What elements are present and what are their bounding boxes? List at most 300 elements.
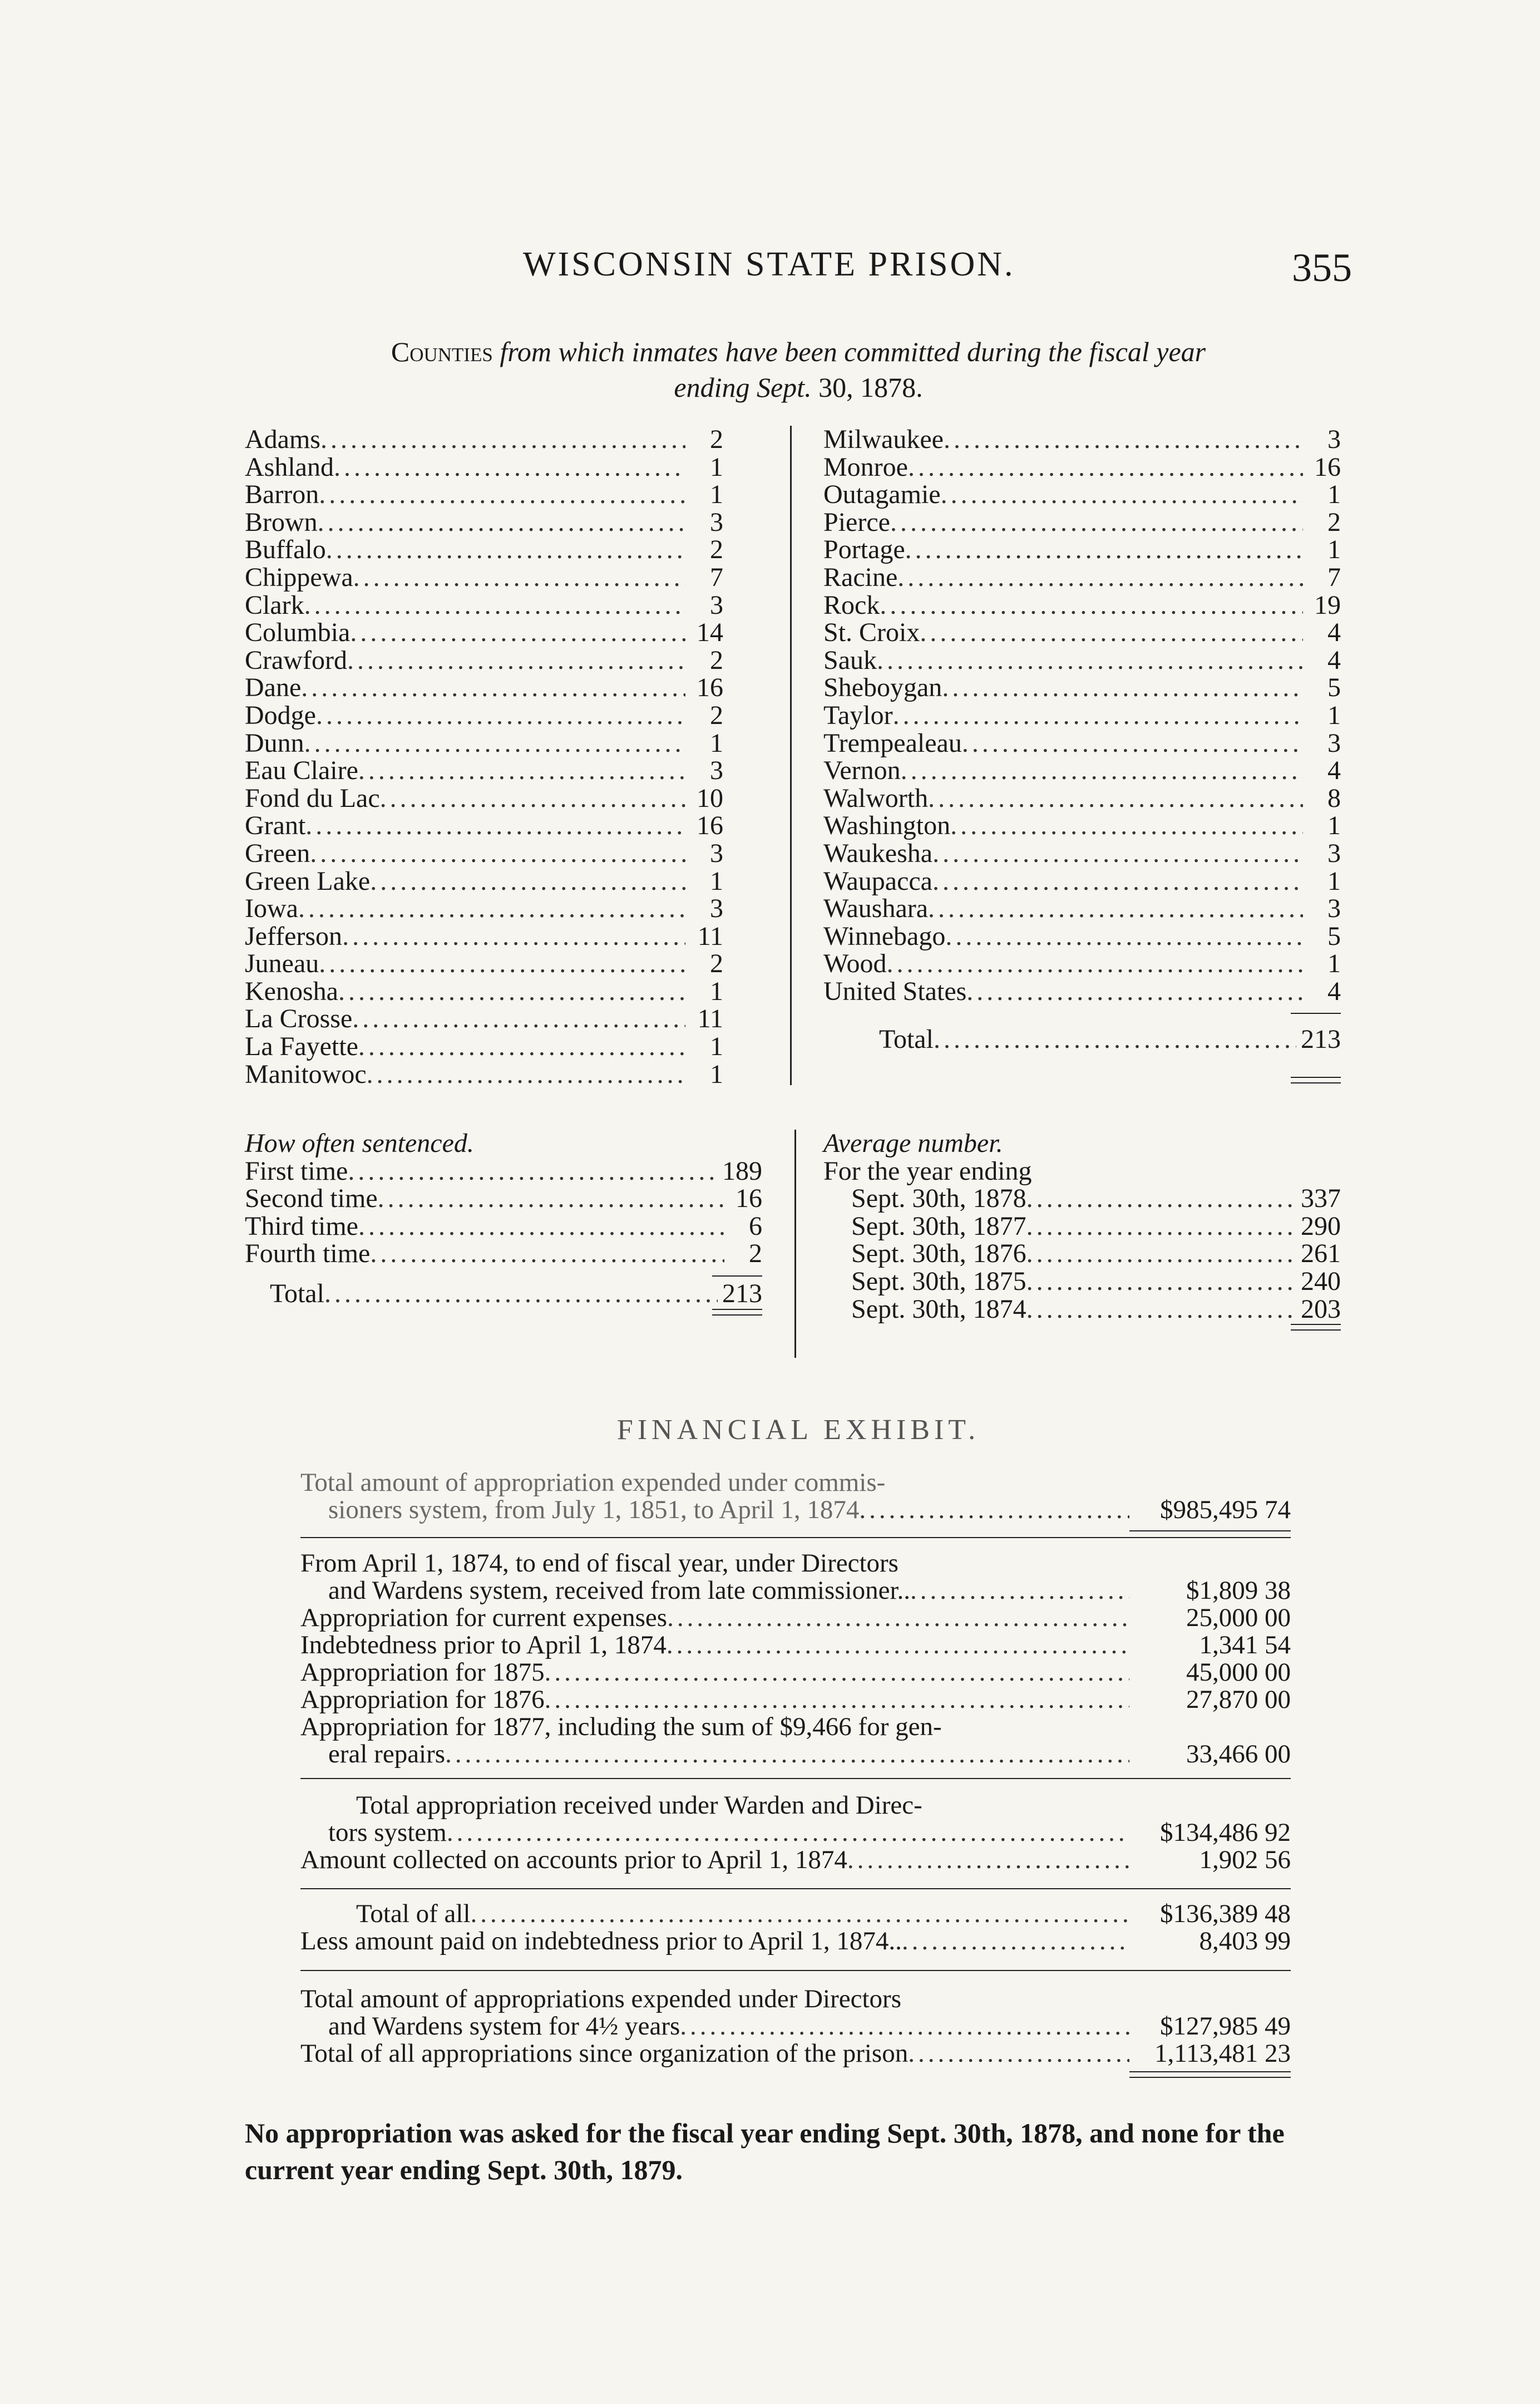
- county-count: 2: [710, 700, 723, 730]
- financial-item-row: [300, 1577, 1291, 1604]
- county-count: 4: [1327, 976, 1341, 1006]
- county-count: 2: [710, 425, 723, 454]
- sentenced-total-count: 213: [722, 1278, 762, 1308]
- county-count: 3: [1327, 728, 1341, 758]
- leader-dots: [334, 454, 685, 481]
- leader-dots: [370, 1240, 724, 1268]
- leader-dots: [545, 1686, 1129, 1713]
- counties-total-row-wrap: [879, 1026, 1341, 1053]
- counties-total-count: 213: [1301, 1024, 1341, 1054]
- table-row: [245, 895, 723, 923]
- leader-dots: [934, 1026, 1296, 1053]
- leader-dots: [942, 674, 1303, 702]
- leader-dots: [342, 923, 685, 950]
- leader-dots: [908, 454, 1303, 481]
- county-name: Dodge: [245, 700, 316, 730]
- county-name: Buffalo: [245, 535, 326, 565]
- section-rule: [300, 1970, 1291, 1971]
- county-count: 2: [710, 645, 723, 675]
- counties-total-label: Total: [879, 1024, 934, 1054]
- county-count: 2: [1327, 507, 1341, 537]
- leader-dots: [324, 1280, 718, 1308]
- leader-dots: [447, 1819, 1129, 1846]
- county-count: 1: [1327, 866, 1341, 896]
- county-count: 16: [697, 811, 723, 841]
- county-count: 1: [710, 976, 723, 1006]
- table-row: [245, 536, 723, 564]
- county-name: Sauk: [823, 645, 877, 675]
- section-rule: [300, 1537, 1291, 1538]
- county-name: Eau Claire: [245, 756, 358, 786]
- leader-dots: [1026, 1295, 1296, 1323]
- leader-dots: [1026, 1213, 1296, 1240]
- county-name: Wood: [823, 949, 887, 979]
- leader-dots: [859, 1496, 1129, 1524]
- grand-total-amount: 1,113,481 23: [1154, 2039, 1291, 2068]
- total-all-row: Total of all ..... $136,389 48: [300, 1900, 1291, 1928]
- table-row: [823, 978, 1341, 1006]
- leader-dots: [319, 950, 685, 978]
- table-row: [245, 1157, 762, 1185]
- leader-dots: [347, 647, 685, 674]
- county-name: Walworth: [823, 783, 929, 813]
- leader-dots: [920, 619, 1303, 647]
- table-row: [823, 868, 1341, 895]
- county-count: 19: [1314, 590, 1341, 620]
- table-row: [245, 426, 723, 454]
- financial-item-row: [300, 1686, 1291, 1713]
- expended-line2: and Wardens system for 4½ years ..... $127,985 49: [300, 2013, 1291, 2040]
- financial-commission-block: [300, 1469, 1291, 1524]
- caption-line1: from which inmates have been committed during the fiscal year: [500, 336, 1206, 367]
- leader-dots: [945, 923, 1303, 950]
- counties-total-row: [879, 1026, 1341, 1053]
- county-name: Grant: [245, 811, 306, 841]
- table-row: [245, 868, 723, 895]
- table-row: [245, 950, 723, 978]
- county-name: Dunn: [245, 728, 304, 758]
- table-row: [245, 702, 723, 730]
- leader-dots: [902, 1928, 1129, 1955]
- average-double-rule: [1291, 1329, 1341, 1331]
- average-count: 261: [1301, 1239, 1341, 1269]
- financial-item-amount: $1,809 38: [1186, 1576, 1291, 1605]
- average-label: Sept. 30th, 1875: [851, 1266, 1026, 1296]
- leader-dots: [358, 757, 685, 785]
- sentenced-label: Second time: [245, 1184, 378, 1214]
- table-row: [851, 1240, 1341, 1268]
- item-1877-line1: Appropriation for 1877, including the sum of $9,466 for gen-: [300, 1712, 942, 1741]
- average-label: Sept. 30th, 1878: [851, 1184, 1026, 1214]
- sentenced-label: Third time: [245, 1211, 358, 1241]
- county-count: 2: [710, 949, 723, 979]
- leader-dots: [950, 812, 1303, 840]
- less-amount: 8,403 99: [1199, 1927, 1291, 1955]
- county-name: Milwaukee: [823, 425, 944, 454]
- county-name: Portage: [823, 535, 905, 565]
- table-row: [823, 454, 1341, 481]
- average-double-rule: [1291, 1324, 1341, 1325]
- leader-dots: [941, 481, 1303, 509]
- leader-dots: [350, 619, 685, 647]
- section-rule: [300, 1888, 1291, 1889]
- table-row: [245, 564, 723, 592]
- leader-dots: [880, 592, 1303, 619]
- leader-dots: [380, 785, 685, 812]
- leader-dots: [326, 536, 685, 564]
- county-name: Winnebago: [823, 921, 946, 951]
- county-name: Green Lake: [245, 866, 371, 896]
- leader-dots: [318, 509, 685, 536]
- sentenced-total-row: [245, 1280, 762, 1308]
- item-1877-line2: eral repairs ..... 33,466 00: [300, 1741, 1291, 1768]
- county-count: 3: [710, 507, 723, 537]
- total-received-line2: tors system ..... $134,486 92: [300, 1819, 1291, 1846]
- leader-dots: [1026, 1240, 1296, 1268]
- financial-item-row: [300, 1604, 1291, 1632]
- county-count: 5: [1327, 673, 1341, 703]
- table-row: [245, 978, 723, 1006]
- leader-dots: [320, 426, 685, 454]
- county-name: Vernon: [823, 756, 901, 786]
- counties-left-column: [245, 426, 723, 1088]
- table-row: [851, 1213, 1341, 1240]
- leader-dots: [545, 1659, 1129, 1686]
- sentenced-count: 16: [736, 1184, 762, 1214]
- county-count: 7: [1327, 562, 1341, 592]
- leader-dots: [667, 1604, 1129, 1632]
- table-row: [245, 812, 723, 840]
- table-row: [245, 481, 723, 509]
- sentenced-total-double-rule: [712, 1314, 762, 1316]
- financial-directors-block: [300, 1550, 1291, 1768]
- county-count: 1: [710, 1059, 723, 1089]
- table-row: [245, 1061, 723, 1088]
- table-row: [245, 785, 723, 812]
- county-name: Iowa: [245, 894, 298, 924]
- table-row: [823, 840, 1341, 868]
- county-count: 16: [1314, 452, 1341, 482]
- average-count: 203: [1301, 1294, 1341, 1324]
- county-count: 1: [710, 866, 723, 896]
- financial-expended-block: [300, 1986, 1291, 2067]
- county-name: Barron: [245, 480, 319, 510]
- leader-dots: [847, 1846, 1129, 1874]
- page-header: [245, 245, 1352, 295]
- total-received-line1: Total appropriation received under Warden and Direc-: [356, 1791, 922, 1820]
- average-label: Sept. 30th, 1874: [851, 1294, 1026, 1324]
- table-row: [245, 592, 723, 619]
- total-rule: [1291, 1013, 1341, 1014]
- county-name: Brown: [245, 507, 318, 537]
- leader-dots: [298, 895, 685, 923]
- table-row: [823, 812, 1341, 840]
- county-name: Jefferson: [245, 921, 343, 951]
- table-row: [245, 923, 723, 950]
- financial-item-row: [300, 1659, 1291, 1686]
- column-divider: [794, 1130, 796, 1358]
- county-name: Chippewa: [245, 562, 353, 592]
- county-name: Dane: [245, 673, 302, 703]
- caption-lead: Counties: [391, 336, 493, 367]
- county-count: 8: [1327, 783, 1341, 813]
- leader-dots: [928, 785, 1303, 812]
- leader-dots: [338, 978, 685, 1006]
- grand-total-row: Total of all appropriations since organization of the prison ..... 1,113,481 23: [300, 2040, 1291, 2067]
- county-count: 1: [710, 452, 723, 482]
- leader-dots: [301, 674, 685, 702]
- average-count: 337: [1301, 1184, 1341, 1214]
- sentenced-total-rule: [712, 1275, 762, 1277]
- table-row: [245, 757, 723, 785]
- leader-dots: [305, 812, 685, 840]
- table-row: [823, 674, 1341, 702]
- financial-item-label: Appropriation for current expenses: [300, 1603, 668, 1632]
- table-row: [245, 674, 723, 702]
- leader-dots: [348, 1157, 718, 1185]
- average-section: [823, 1130, 1341, 1331]
- less-row: Less amount paid on indebtedness prior to April 1, 1874.. ..... 8,403 99: [300, 1928, 1291, 1955]
- sentenced-count: 2: [749, 1239, 762, 1269]
- leader-dots: [928, 895, 1303, 923]
- table-row: [245, 1185, 762, 1213]
- county-count: 4: [1327, 756, 1341, 786]
- sentenced-total-double-rule: [712, 1309, 762, 1310]
- running-title: WISCONSIN STATE PRISON.: [523, 245, 1015, 283]
- sentenced-label: Fourth time: [245, 1239, 371, 1269]
- table-row: [823, 564, 1341, 592]
- leader-dots: [908, 2040, 1129, 2067]
- county-name: La Crosse: [245, 1004, 353, 1034]
- table-row: [245, 1005, 723, 1033]
- leader-dots: [304, 592, 685, 619]
- table-row: [823, 950, 1341, 978]
- leader-dots: [445, 1741, 1129, 1768]
- county-count: 1: [1327, 700, 1341, 730]
- table-row: [823, 702, 1341, 730]
- leader-dots: [319, 481, 685, 509]
- financial-item-label: Appropriation for 1875: [300, 1658, 545, 1687]
- table-row: [823, 592, 1341, 619]
- county-count: 3: [710, 838, 723, 868]
- financial-item-amount: 25,000 00: [1186, 1603, 1291, 1632]
- county-name: Clark: [245, 590, 304, 620]
- leader-dots: [932, 840, 1303, 868]
- leader-dots: [944, 426, 1303, 454]
- table-row: [245, 619, 723, 647]
- leader-dots: [304, 730, 685, 757]
- county-count: 4: [1327, 645, 1341, 675]
- county-name: Manitowoc: [245, 1059, 367, 1089]
- table-row: [823, 757, 1341, 785]
- amount-double-rule: [1129, 2077, 1291, 2078]
- total-double-rule: [1291, 1082, 1341, 1083]
- financial-item-label: and Wardens system, received from late commissioner..: [328, 1576, 911, 1605]
- county-name: Waushara: [823, 894, 929, 924]
- leader-dots: [893, 702, 1303, 730]
- leader-dots: [370, 868, 685, 895]
- caption-line2-a: ending Sept.: [674, 372, 812, 403]
- county-count: 1: [1327, 480, 1341, 510]
- financial-item-amount: 45,000 00: [1186, 1658, 1291, 1687]
- county-count: 3: [1327, 894, 1341, 924]
- sentenced-rows: [245, 1157, 762, 1268]
- table-row: [823, 923, 1341, 950]
- county-name: Trempealeau: [823, 728, 962, 758]
- leader-dots: [316, 702, 685, 730]
- table-row: [245, 647, 723, 674]
- county-name: La Fayette: [245, 1032, 358, 1062]
- amount-rule: [1129, 1530, 1291, 1531]
- average-intro: For the year ending: [823, 1156, 1032, 1186]
- amount-double-rule: [1129, 2071, 1291, 2072]
- average-rows: [823, 1185, 1341, 1323]
- table-row: [823, 481, 1341, 509]
- county-count: 16: [697, 673, 723, 703]
- financial-total-block: [300, 1900, 1291, 1955]
- leader-dots: [367, 1061, 685, 1088]
- county-count: 3: [1327, 838, 1341, 868]
- directors-intro: From April 1, 1874, to end of fiscal year, under Directors: [300, 1549, 899, 1578]
- commission-line1: Total amount of appropriation expended under commis-: [300, 1468, 886, 1497]
- leader-dots: [966, 978, 1303, 1006]
- financial-item-label: Appropriation for 1876: [300, 1685, 545, 1714]
- financial-item-label: Indebtedness prior to April 1, 1874: [300, 1630, 667, 1659]
- table-row: [823, 730, 1341, 757]
- table-row: [245, 730, 723, 757]
- county-count: 1: [1327, 535, 1341, 565]
- sentenced-section: [245, 1130, 762, 1316]
- leader-dots: [962, 730, 1303, 757]
- county-name: Green: [245, 838, 310, 868]
- county-count: 3: [710, 894, 723, 924]
- average-label: Sept. 30th, 1877: [851, 1211, 1026, 1241]
- county-name: United States: [823, 976, 967, 1006]
- average-label: Sept. 30th, 1876: [851, 1239, 1026, 1269]
- leader-dots: [905, 536, 1303, 564]
- item-1877-amount: 33,466 00: [1186, 1740, 1291, 1768]
- sentenced-total-label: Total: [270, 1278, 324, 1308]
- sentenced-count: 6: [749, 1211, 762, 1241]
- table-row: [823, 895, 1341, 923]
- financial-item-amount: 27,870 00: [1186, 1685, 1291, 1714]
- county-count: 1: [710, 480, 723, 510]
- leader-dots: [353, 564, 685, 592]
- leader-dots: [310, 840, 685, 868]
- county-name: Kenosha: [245, 976, 338, 1006]
- table-row: [823, 509, 1341, 536]
- total-all-amount: $136,389 48: [1160, 1899, 1291, 1928]
- table-row: [851, 1185, 1341, 1213]
- collected-row: Amount collected on accounts prior to April 1, 1874 ..... 1,902 56: [300, 1846, 1291, 1874]
- column-divider: [790, 426, 792, 1085]
- county-count: 4: [1327, 618, 1341, 648]
- county-count: 7: [710, 562, 723, 592]
- county-count: 1: [710, 728, 723, 758]
- county-count: 3: [710, 590, 723, 620]
- county-count: 2: [710, 535, 723, 565]
- caption-line2-b: 30, 1878.: [818, 372, 923, 403]
- county-name: Waupacca: [823, 866, 932, 896]
- table-row: [245, 1240, 762, 1268]
- county-count: 11: [697, 1004, 723, 1034]
- table-row: [823, 785, 1341, 812]
- county-count: 10: [697, 783, 723, 813]
- leader-dots: [358, 1213, 724, 1240]
- average-count: 290: [1301, 1211, 1341, 1241]
- county-count: 1: [1327, 811, 1341, 841]
- county-count: 1: [710, 1032, 723, 1062]
- financial-received-block: [300, 1792, 1291, 1874]
- closing-note: No appropriation was asked for the fiscal year ending Sept. 30th, 1878, and none for the current year ending Sept. 30th, 1879.: [245, 2117, 1285, 2185]
- leader-dots: [352, 1005, 685, 1033]
- table-row: [245, 1033, 723, 1061]
- leader-dots: [1026, 1268, 1296, 1295]
- financial-item-row: [300, 1632, 1291, 1659]
- leader-dots: [1026, 1185, 1296, 1213]
- leader-dots: [932, 868, 1303, 895]
- table-caption: [245, 334, 1352, 405]
- sentenced-count: 189: [722, 1156, 762, 1186]
- county-name: Ashland: [245, 452, 334, 482]
- leader-dots: [667, 1632, 1129, 1659]
- table-row: [245, 1213, 762, 1240]
- leader-dots: [471, 1900, 1129, 1928]
- county-name: Juneau: [245, 949, 319, 979]
- financial-item-amount: 1,341 54: [1199, 1630, 1291, 1659]
- county-name: St. Croix: [823, 618, 920, 648]
- average-heading: Average number.: [823, 1129, 1003, 1158]
- county-count: 3: [1327, 425, 1341, 454]
- county-name: Columbia: [245, 618, 351, 648]
- county-name: Waukesha: [823, 838, 933, 868]
- county-name: Crawford: [245, 645, 347, 675]
- table-row: [823, 647, 1341, 674]
- table-row: [245, 509, 723, 536]
- total-double-rule: [1291, 1077, 1341, 1078]
- table-row: [823, 536, 1341, 564]
- county-name: Monroe: [823, 452, 908, 482]
- table-row: [823, 426, 1341, 454]
- leader-dots: [358, 1033, 685, 1061]
- total-received-amount: $134,486 92: [1160, 1818, 1291, 1847]
- leader-dots: [886, 950, 1303, 978]
- county-name: Adams: [245, 425, 320, 454]
- leader-dots: [877, 647, 1303, 674]
- expended-line1: Total amount of appropriations expended under Directors: [300, 1984, 901, 2013]
- leader-dots: [910, 1577, 1129, 1604]
- page-number: 355: [1292, 245, 1352, 290]
- county-count: 11: [697, 921, 723, 951]
- county-count: 1: [1327, 949, 1341, 979]
- leader-dots: [890, 509, 1303, 536]
- average-count: 240: [1301, 1266, 1341, 1296]
- county-count: 14: [697, 618, 723, 648]
- leader-dots: [680, 2013, 1129, 2040]
- county-name: Pierce: [823, 507, 890, 537]
- sentenced-heading: How often sentenced.: [245, 1129, 474, 1158]
- leader-dots: [901, 757, 1303, 785]
- expended-amount: $127,985 49: [1160, 2012, 1291, 2041]
- commission-amount: $985,495 74: [1160, 1495, 1291, 1524]
- commission-line2: sioners system, from July 1, 1851, to April 1, 1874 ..... $985,495 74: [300, 1496, 1291, 1524]
- section-rule: [300, 1778, 1291, 1779]
- table-row: [245, 840, 723, 868]
- sentenced-label: First time: [245, 1156, 348, 1186]
- financial-heading: FINANCIAL EXHIBIT.: [616, 1414, 980, 1446]
- county-name: Sheboygan: [823, 673, 942, 703]
- county-name: Rock: [823, 590, 880, 620]
